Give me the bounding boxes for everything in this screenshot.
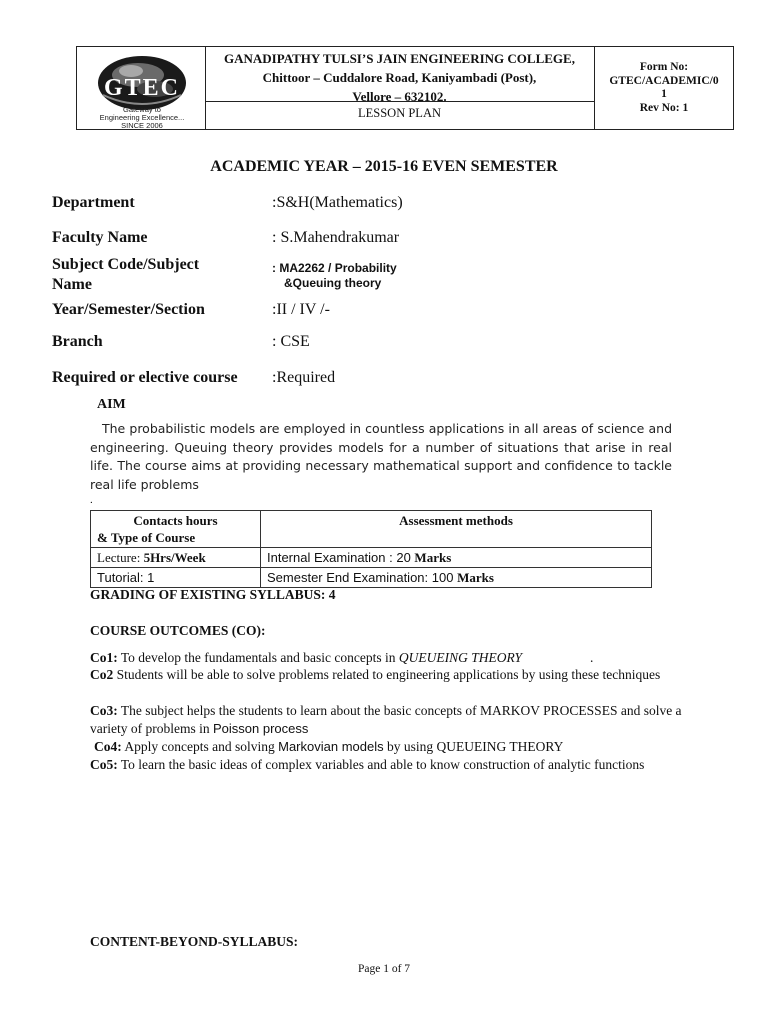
internal-exam-marks: Marks [414, 550, 452, 565]
page-title: ACADEMIC YEAR – 2015-16 EVEN SEMESTER [210, 158, 558, 175]
co5-item [90, 756, 740, 774]
course-outcomes-heading: COURSE OUTCOMES (CO): [90, 623, 266, 638]
co3-poisson: Poisson process [212, 720, 309, 736]
department-label: Department [52, 194, 135, 211]
semester-end-marks: Marks [457, 570, 494, 585]
table-cell [261, 568, 652, 588]
co3-text: The subject helps the students to learn about the basic concepts of MARKOV PROCESSES and solve a variety of problems in [90, 703, 682, 736]
co2-label: Co2 [90, 667, 114, 682]
header-contacts-hours: Contacts hours [133, 513, 218, 528]
aim-heading: AIM [97, 397, 126, 412]
co1-item [90, 649, 730, 667]
branch-label: Branch [52, 333, 103, 350]
subject-value-line-2: &Queuing theory [284, 276, 382, 290]
aim-dot: . [90, 494, 93, 506]
subject-label-line-2: Name [52, 276, 92, 293]
year-label: Year/Semester/Section [52, 301, 205, 318]
divider [594, 47, 595, 129]
college-line-3: Vellore – 632102. [352, 89, 447, 104]
co4-text-1: Apply concepts and solving [121, 739, 279, 754]
faculty-value: : S.Mahendrakumar [272, 229, 400, 246]
faculty-label: Faculty Name [52, 229, 148, 246]
branch-value: : CSE [272, 333, 310, 350]
rev-no: Rev No: 1 [639, 101, 689, 114]
table-cell [91, 548, 261, 568]
co5-text: To learn the basic ideas of complex variables and able to know construction of analytic functions [117, 757, 645, 772]
logo-text: GTEC [103, 75, 181, 101]
aim-paragraph [90, 420, 672, 494]
course-type-value: :Required [272, 369, 336, 386]
college-name [207, 49, 592, 106]
header-type-of-course: & Type of Course [97, 530, 196, 545]
table-row [91, 568, 652, 588]
table-header-row [91, 511, 652, 548]
form-no-label: Form No: [639, 61, 689, 73]
semester-end-exam: Semester End Examination: 100 [267, 570, 458, 585]
form-info [597, 61, 731, 115]
lecture-hours: 5Hrs/Week [143, 550, 206, 565]
assessment-table [90, 510, 652, 588]
co3-label: Co3: [90, 703, 118, 718]
subject-label-line-1: Subject Code/Subject [52, 256, 200, 273]
co1-label: Co1: [90, 650, 118, 665]
co1-tail: . [590, 650, 594, 665]
co3-item [90, 702, 710, 737]
co1-italic: QUEUEING THEORY [398, 650, 522, 665]
aim-text: The probabilistic models are employed in countless applications in all areas of science and engineering. Queuing theory provides models for a number of situations that arise in real life. The course aims at providing necessary mathematical support and confidence to tackle real life problems [90, 421, 672, 492]
form-no-value-2: 1 [661, 88, 667, 100]
tutorial-cell: Tutorial: 1 [91, 568, 261, 588]
college-line-1: GANADIPATHY TULSI’S JAIN ENGINEERING COLLEGE, [224, 51, 575, 66]
table-cell [261, 548, 652, 568]
logo-caption-1: Gateway to [123, 105, 161, 114]
lecture-label: Lecture: [97, 550, 144, 565]
co4-text-2: by using QUEUEING THEORY [383, 739, 564, 754]
doc-type: LESSON PLAN [358, 106, 441, 120]
co4-markovian: Markovian models [278, 739, 384, 754]
grading-heading: GRADING OF EXISTING SYLLABUS: 4 [90, 587, 336, 602]
content-beyond-heading: CONTENT-BEYOND-SYLLABUS: [90, 934, 299, 949]
co5-label: Co5: [90, 757, 118, 772]
table-header-cell [91, 511, 261, 548]
year-value: :II / IV /- [272, 301, 330, 318]
co4-item [94, 738, 734, 756]
table-row [91, 548, 652, 568]
co2-text: Students will be able to solve problems related to engineering applications by using these techniques [113, 667, 661, 682]
form-no-value-1: GTEC/ACADEMIC/0 [609, 74, 719, 87]
subject-value-line-1: : MA2262 / Probability [272, 261, 397, 275]
header-assessment-methods: Assessment methods [261, 511, 652, 548]
logo-caption-2: Engineering Excellence... [99, 113, 185, 122]
co1-text: To develop the fundamentals and basic concepts in [117, 650, 399, 665]
co4-label: Co4: [94, 739, 122, 754]
logo-caption-3: SINCE 2006 [121, 121, 163, 130]
co2-item [90, 666, 730, 684]
header-box [76, 46, 734, 130]
department-value: :S&H(Mathematics) [272, 194, 403, 211]
page-number: Page 1 of 7 [357, 963, 411, 975]
college-line-2: Chittoor – Cuddalore Road, Kaniyambadi (Post), [262, 70, 537, 85]
internal-exam: Internal Examination : 20 [267, 550, 415, 565]
course-type-label: Required or elective course [52, 369, 238, 386]
